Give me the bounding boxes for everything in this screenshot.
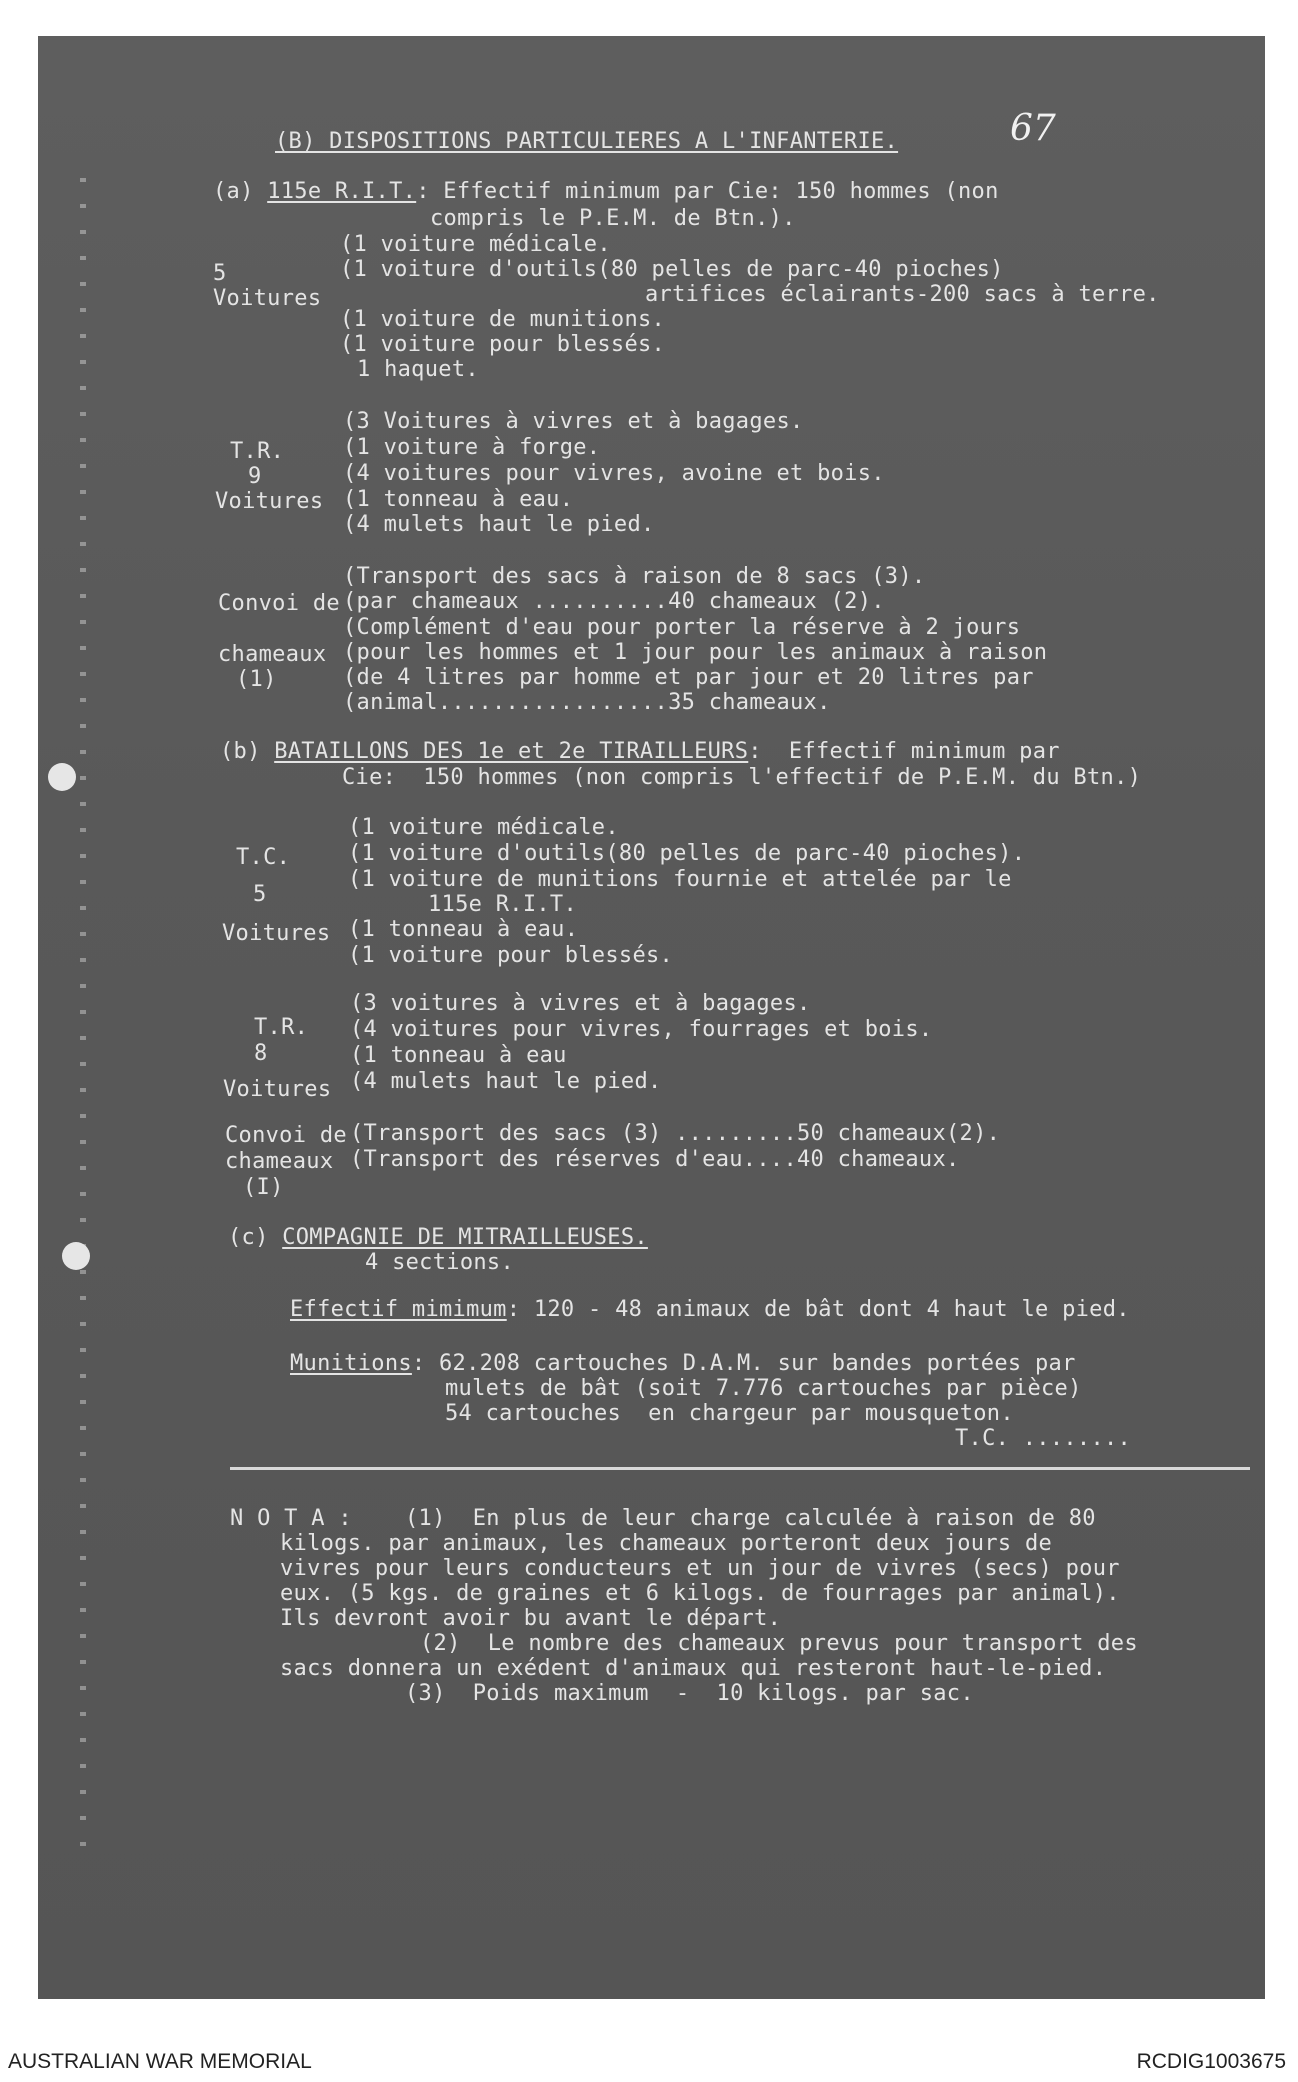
- list-item: 1 haquet.: [357, 357, 479, 382]
- nota-line: vivres pour leurs conducteurs et un jour de vivres (secs) pour: [280, 1556, 1120, 1581]
- group-side-label: T.R.: [254, 1015, 309, 1040]
- munitions-line: mulets de bât (soit 7.776 cartouches par pièce): [445, 1376, 1082, 1401]
- document-title: (B) DISPOSITIONS PARTICULIERES A L'INFANTERIE.: [275, 129, 899, 154]
- list-item: (1 voiture d'outils(80 pelles de parc-40 pioches): [340, 257, 1004, 282]
- group-side-label: Voitures: [223, 1077, 332, 1102]
- group-side-label: Voitures: [222, 921, 331, 946]
- group-side-label: Voitures: [213, 286, 322, 311]
- group-side-label: 5: [213, 261, 227, 286]
- list-item: (3 voitures à vivres et à bagages.: [350, 991, 811, 1016]
- punch-hole: [48, 763, 76, 791]
- nota-line: (1) En plus de leur charge calculée à raison de 80: [405, 1506, 1096, 1531]
- list-item: (de 4 litres par homme et par jour et 20 litres par: [343, 665, 1034, 690]
- list-item: (4 mulets haut le pied.: [350, 1069, 662, 1094]
- section-c-heading: (c) COMPAGNIE DE MITRAILLEUSES.: [228, 1225, 648, 1250]
- list-item: (1 voiture médicale.: [348, 815, 619, 840]
- munitions-line: 54 cartouches en chargeur par mousqueton.: [445, 1401, 1014, 1426]
- group-side-label: T.R.: [230, 439, 285, 464]
- group-side-label: T.C.: [236, 845, 291, 870]
- nota-line: (3) Poids maximum - 10 kilogs. par sac.: [405, 1681, 974, 1706]
- section-a-heading: (a) 115e R.I.T.: Effectif minimum par Cie: 150 hommes (non: [213, 179, 999, 204]
- group-side-label: chameaux: [218, 642, 327, 667]
- list-item: (4 mulets haut le pied.: [343, 512, 655, 537]
- list-item: (Transport des sacs à raison de 8 sacs (3).: [343, 564, 926, 589]
- list-item: (1 tonneau à eau.: [348, 917, 579, 942]
- list-item: (1 tonneau à eau: [350, 1043, 567, 1068]
- tc-trailer: T.C. ........: [955, 1426, 1132, 1451]
- list-item: (Transport des réserves d'eau....40 chameaux.: [350, 1147, 960, 1172]
- list-item: (Complément d'eau pour porter la réserve à 2 jours: [343, 615, 1021, 640]
- nota-line: Ils devront avoir bu avant le départ.: [280, 1606, 782, 1631]
- group-side-label: Convoi de: [225, 1123, 347, 1148]
- divider: [230, 1467, 1250, 1470]
- nota-line: (2) Le nombre des chameaux prevus pour transport des: [420, 1631, 1138, 1656]
- list-item: artifices éclairants-200 sacs à terre.: [645, 282, 1160, 307]
- list-item: (1 voiture pour blessés.: [348, 943, 674, 968]
- group-side-label: Voitures: [215, 489, 324, 514]
- list-item: (1 voiture médicale.: [340, 232, 611, 257]
- section-c-subline: 4 sections.: [365, 1250, 514, 1275]
- list-item: (3 Voitures à vivres et à bagages.: [343, 409, 804, 434]
- group-side-label: (I): [243, 1175, 284, 1200]
- group-side-label: chameaux: [225, 1149, 334, 1174]
- group-side-label: 5: [253, 882, 267, 907]
- page-number: 67: [1010, 108, 1056, 149]
- punch-hole: [62, 1242, 90, 1270]
- footer-id: RCDIG1003675: [1136, 2050, 1286, 2073]
- list-item: (1 tonneau à eau.: [343, 487, 574, 512]
- list-item: (1 voiture d'outils(80 pelles de parc-40 pioches).: [348, 841, 1026, 866]
- nota-label: N O T A :: [230, 1506, 352, 1531]
- effectif-line: Effectif mimimum: 120 - 48 animaux de bât dont 4 haut le pied.: [290, 1297, 1130, 1322]
- nota-line: kilogs. par animaux, les chameaux porteront deux jours de: [280, 1531, 1053, 1556]
- munitions-line: Munitions: 62.208 cartouches D.A.M. sur bandes portées par: [290, 1351, 1076, 1376]
- list-item: 115e R.I.T.: [428, 892, 577, 917]
- section-b-heading: (b) BATAILLONS DES 1e et 2e TIRAILLEURS: Effectif minimum par: [220, 739, 1060, 764]
- list-item: (1 voiture de munitions fournie et attelée par le: [348, 867, 1012, 892]
- section-b-subline: Cie: 150 hommes (non compris l'effectif de P.E.M. du Btn.): [342, 765, 1142, 790]
- group-side-label: (1): [236, 667, 277, 692]
- footer-credit: AUSTRALIAN WAR MEMORIAL: [8, 2050, 312, 2073]
- list-item: (pour les hommes et 1 jour pour les animaux à raison: [343, 640, 1048, 665]
- list-item: (1 voiture à forge.: [343, 435, 601, 460]
- group-side-label: 9: [248, 464, 262, 489]
- group-side-label: 8: [254, 1041, 268, 1066]
- group-side-label: Convoi de: [218, 591, 340, 616]
- list-item: (1 voiture de munitions.: [340, 307, 666, 332]
- section-a-subline: compris le P.E.M. de Btn.).: [430, 206, 796, 231]
- list-item: (4 voitures pour vivres, avoine et bois.: [343, 461, 885, 486]
- perforation-strip: [80, 156, 86, 1856]
- list-item: (par chameaux ..........40 chameaux (2).: [343, 589, 885, 614]
- list-item: (1 voiture pour blessés.: [340, 332, 666, 357]
- list-item: (4 voitures pour vivres, fourrages et bois.: [350, 1017, 933, 1042]
- nota-line: eux. (5 kgs. de graines et 6 kilogs. de fourrages par animal).: [280, 1581, 1120, 1606]
- list-item: (Transport des sacs (3) .........50 chameaux(2).: [350, 1121, 1001, 1146]
- list-item: (animal.................35 chameaux.: [343, 690, 831, 715]
- nota-line: sacs donnera un exédent d'animaux qui resteront haut-le-pied.: [280, 1656, 1107, 1681]
